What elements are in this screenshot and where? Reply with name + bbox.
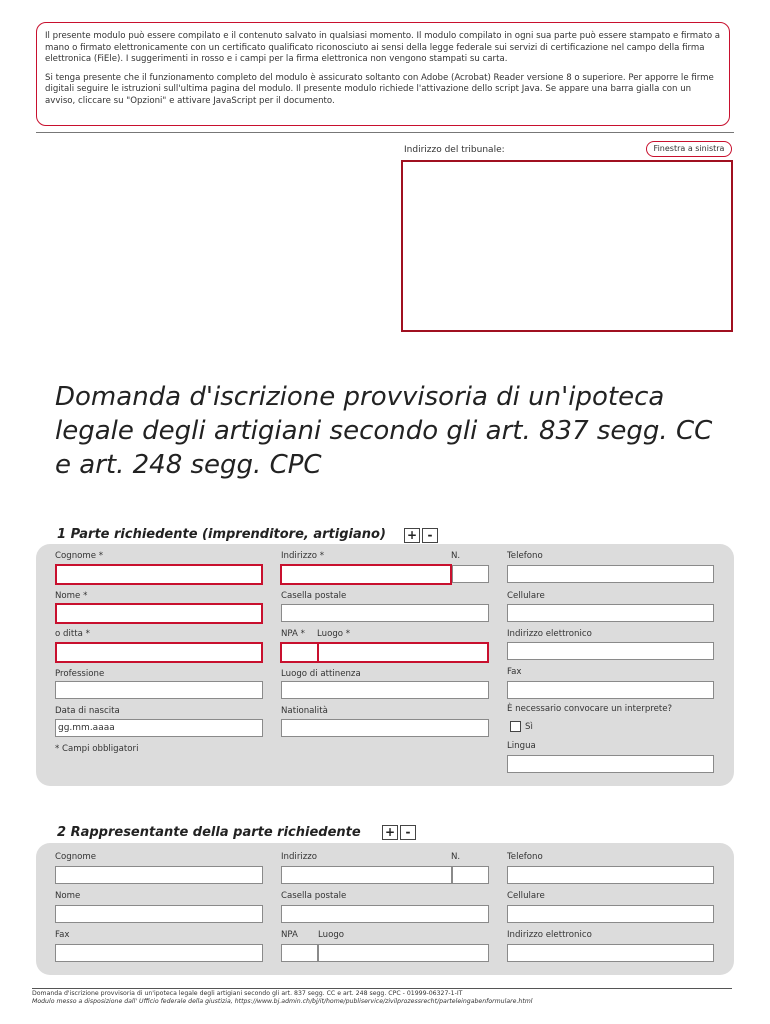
place-of-origin-field[interactable] [281, 681, 489, 699]
document-title: Domanda d'iscrizione provvisoria di un'ipoteca legale degli artigiani secondo gli art. 837 segg. CC e art. 248 segg. CPC [55, 382, 713, 480]
section-2-add-remove [382, 825, 418, 840]
interpreter-checkbox[interactable] [510, 721, 521, 732]
profession-field[interactable] [55, 681, 263, 699]
fax-field[interactable] [507, 681, 714, 699]
section-1-panel [36, 544, 734, 786]
address-label: Indirizzo * [281, 551, 325, 561]
fax-label: Fax [507, 667, 522, 677]
profession-label: Professione [55, 669, 105, 679]
locality-field[interactable] [317, 642, 489, 663]
rep-mobile-field[interactable] [507, 905, 714, 923]
rep-locality-label: Luogo [318, 930, 345, 940]
rep-fax-field[interactable] [55, 944, 263, 962]
rep-surname-label: Cognome [55, 852, 97, 862]
footer-form-reference: Domanda d'iscrizione provvisoria di un'ipoteca legale degli artigiani secondo gli art. 837 segg. CC e art. 248 segg. CPC - 01999-06327-1-IT [32, 990, 463, 997]
instructions-notice [36, 22, 730, 126]
court-address-field[interactable] [401, 160, 733, 332]
page-footer [32, 990, 533, 1006]
rep-po-box-label: Casella postale [281, 891, 347, 901]
rep-address-field[interactable] [281, 866, 452, 884]
divider-top [36, 132, 734, 133]
window-left-badge: Finestra a sinistra [646, 141, 732, 157]
rep-first-name-field[interactable] [55, 905, 263, 923]
mobile-field[interactable] [507, 604, 714, 622]
section-2-title: 2 Rappresentante della parte richiedente [57, 825, 361, 840]
rep-phone-label: Telefono [507, 852, 543, 862]
language-label: Lingua [507, 741, 536, 751]
nationality-field[interactable] [281, 719, 489, 737]
interpreter-question: È necessario convocare un interprete? [507, 704, 673, 714]
email-field[interactable] [507, 642, 714, 660]
divider-footer [32, 988, 732, 989]
required-fields-note: * Campi obbligatori [55, 744, 139, 754]
locality-label: Luogo * [317, 629, 351, 639]
rep-email-label: Indirizzo elettronico [507, 930, 592, 940]
rep-po-box-field[interactable] [281, 905, 489, 923]
surname-field[interactable] [55, 564, 263, 585]
rep-address-label: Indirizzo [281, 852, 318, 862]
interpreter-yes-label: Sì [525, 722, 533, 732]
mobile-label: Cellulare [507, 591, 545, 601]
section-2-remove-button[interactable]: - [400, 825, 416, 840]
rep-email-field[interactable] [507, 944, 714, 962]
notice-paragraph-2: Si tenga presente che il funzionamento completo del modulo è assicurato soltanto con Adobe (Acrobat) Reader versione 8 o superiore. Per apporre le firme digitali seguire le istruzioni sull'ultima pagina del modulo. Il presente modulo richiede l'attivazione dello script Java. Se appare una barra gialla con un avviso, cliccare su "Opzioni" e attivare JavaScript per il documento. [45, 72, 714, 106]
rep-phone-field[interactable] [507, 866, 714, 884]
section-1-remove-button[interactable]: - [422, 528, 438, 543]
rep-locality-field[interactable] [318, 944, 489, 962]
phone-label: Telefono [507, 551, 543, 561]
footer-source: Modulo messo a disposizione dall' Ufficio federale della giustizia, https://www.bj.admin.ch/bj/it/home/publiservice/zivilprozessrecht/parteleingabenformulare.html [32, 998, 533, 1005]
nationality-label: Nationalità [281, 706, 328, 716]
rep-house-number-label: N. [451, 852, 461, 862]
company-field[interactable] [55, 642, 263, 663]
section-1-title: 1 Parte richiedente (imprenditore, artigiano) [57, 527, 386, 542]
phone-field[interactable] [507, 565, 714, 583]
section-2-panel [36, 843, 734, 975]
rep-fax-label: Fax [55, 930, 70, 940]
postal-code-field[interactable] [280, 642, 319, 663]
po-box-label: Casella postale [281, 591, 347, 601]
first-name-field[interactable] [55, 603, 263, 624]
section-1-add-remove [404, 528, 440, 543]
first-name-label: Nome * [55, 591, 88, 601]
email-label: Indirizzo elettronico [507, 629, 592, 639]
rep-mobile-label: Cellulare [507, 891, 545, 901]
section-1-add-button[interactable]: + [404, 528, 420, 543]
postal-code-label: NPA * [281, 629, 305, 639]
address-field[interactable] [280, 564, 452, 585]
court-address-label: Indirizzo del tribunale: [404, 145, 505, 155]
rep-surname-field[interactable] [55, 866, 263, 884]
rep-house-number-field[interactable] [452, 866, 489, 884]
company-label: o ditta * [55, 629, 90, 639]
birth-date-label: Data di nascita [55, 706, 120, 716]
rep-postal-code-label: NPA [281, 930, 298, 940]
language-field[interactable] [507, 755, 714, 773]
section-2-add-button[interactable]: + [382, 825, 398, 840]
birth-date-field[interactable]: gg.mm.aaaa [55, 719, 263, 737]
rep-first-name-label: Nome [55, 891, 81, 901]
surname-label: Cognome * [55, 551, 104, 561]
po-box-field[interactable] [281, 604, 489, 622]
house-number-field[interactable] [452, 565, 489, 583]
rep-postal-code-field[interactable] [281, 944, 318, 962]
place-of-origin-label: Luogo di attinenza [281, 669, 361, 679]
notice-paragraph-1: Il presente modulo può essere compilato e il contenuto salvato in qualsiasi momento. Il modulo compilato in ogni sua parte può essere stampato e firmato a mano o firmato elettronicamente con un certificato qualificato riconosciuto ai sensi della legge federale sui servizi di certificazione nel campo della firma elettronica (FiEle). I suggerimenti in rosso e i campi per la firma elettronica non vengono stampati su carta. [45, 31, 721, 65]
house-number-label: N. [451, 551, 461, 561]
